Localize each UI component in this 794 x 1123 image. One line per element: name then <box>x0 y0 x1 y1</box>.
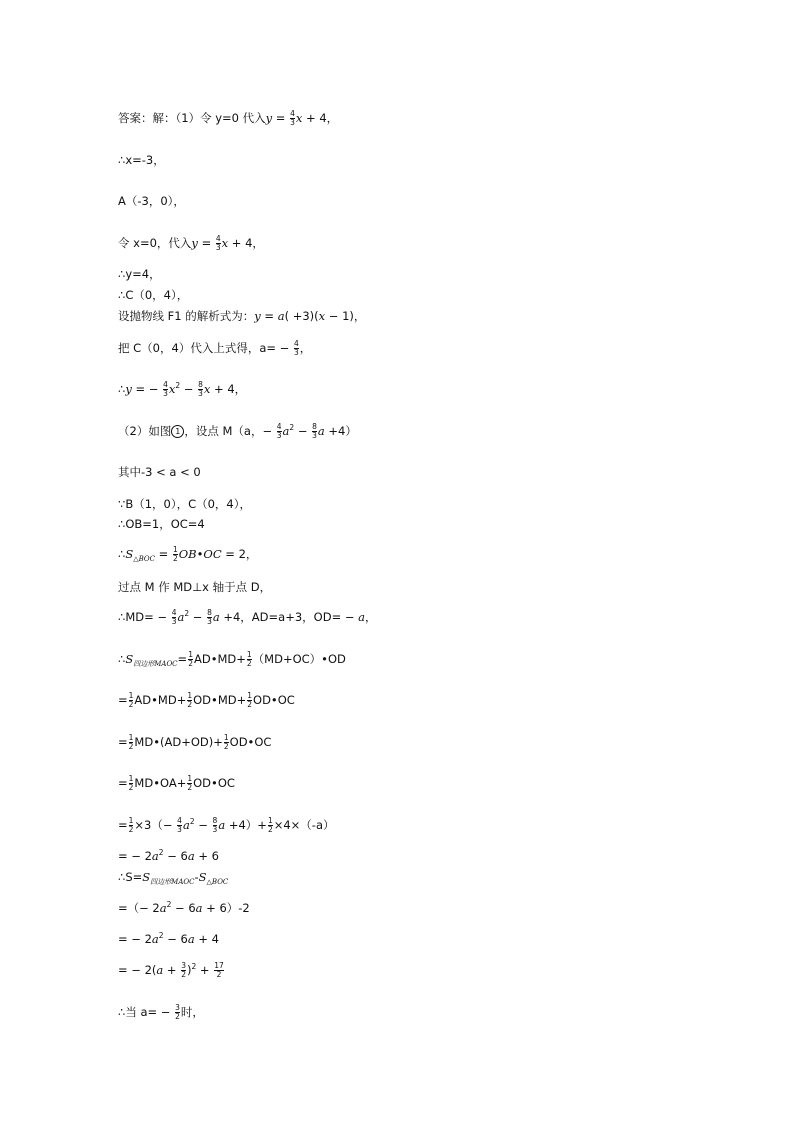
line-s-minus-2: =（− $2a^2 - 6a + 6)-2$ <box>118 900 250 915</box>
line-parabola-form: 设抛物线 F1 的解析式为：y = a( +3)(x − 1)， <box>118 309 366 323</box>
line-when-a: ∴当 a= − $\frac{3}{2}$ 时， <box>118 1003 204 1021</box>
line-x-eq: ∴x=-3， <box>118 153 165 167</box>
line-point-a: A（-3，0）， <box>118 194 185 208</box>
line-point-c: ∴C（0，4）， <box>118 288 189 302</box>
line-expand-3: = $\frac{1}{2}$ MD•OA+ $\frac{1}{2}$ OD•OC <box>118 774 235 792</box>
line-expand-1: = $\frac{1}{2}$ AD•MD+ $\frac{1}{2}$ OD•MD+ $\frac{1}{2}$ OD•OC <box>118 691 295 709</box>
line-s-result: = − $2a^2 - 6a + 4$ <box>118 931 219 946</box>
line-points-bc: ∵B（1，0），C（0，4）， <box>118 497 252 511</box>
line-vertex-form: = − 2(a + $\frac{3}{2}$ )$^2$ + $\frac{17}{2}$ <box>118 961 224 979</box>
line-part2-point-m: （2）如图 1 ，设点 M（a，− $\frac{4}{3}$ $a^2$ − $\frac{8}{3}$ a +4） <box>118 422 357 440</box>
line-substitute-values: = $\frac{1}{2}$ ×3（− $\frac{4}{3}$ $a^2$ − $\frac{8}{3}$ a +4）+ $\frac{1}{2}$ ×4×（-a） <box>118 816 335 834</box>
line-parabola-result: ∴y = − $\frac{4}{3}$ $x^2$ − $\frac{8}{3}$ x + 4， <box>118 380 247 398</box>
line-ob-oc: ∴OB=1，OC=4 <box>118 517 205 531</box>
answer-header-line: 答案：解：（1）令 y=0 代入y = $\frac{4}{3}$ x + 4， <box>118 109 339 127</box>
line-expand-2: = $\frac{1}{2}$ MD•(AD+OD)+ $\frac{1}{2}$ OD•OC <box>118 733 272 751</box>
line-area-boc: $\therefore S_{\triangle BOC}$ = $\frac{1}{2}$ OB•OC = 2， <box>118 545 258 563</box>
circled-one-icon: 1 <box>171 425 184 438</box>
line-area-quad: $\therefore S_{四边形MAOC}=$ $\frac{1}{2}$ AD•MD+ $\frac{1}{2}$ （MD+OC）•OD <box>118 650 346 668</box>
line-range-a: 其中-3 < a < 0 <box>118 465 201 479</box>
line-construct-md: 过点 M 作 MD⊥x 轴于点 D， <box>118 580 272 594</box>
line-md-ad-od: ∴MD= − $\frac{4}{3}$ $a^2$ − $\frac{8}{3}$ a +4，AD=a+3，OD= − a， <box>118 608 377 626</box>
line-simplified-quad: = − $2a^2 - 6a + 6$ <box>118 848 219 863</box>
line-y-eq: ∴y=4， <box>118 267 161 281</box>
line-substitute-c: 把 C（0，4）代入上式得，a= − $\frac{4}{3}$ ， <box>118 339 312 357</box>
line-s-definition: $\therefore S=S_{四边形MAOC}-S_{\triangle BOC}$ <box>118 870 229 886</box>
line-let-x0: 令 x=0，代入y = $\frac{4}{3}$ x + 4， <box>118 234 264 252</box>
